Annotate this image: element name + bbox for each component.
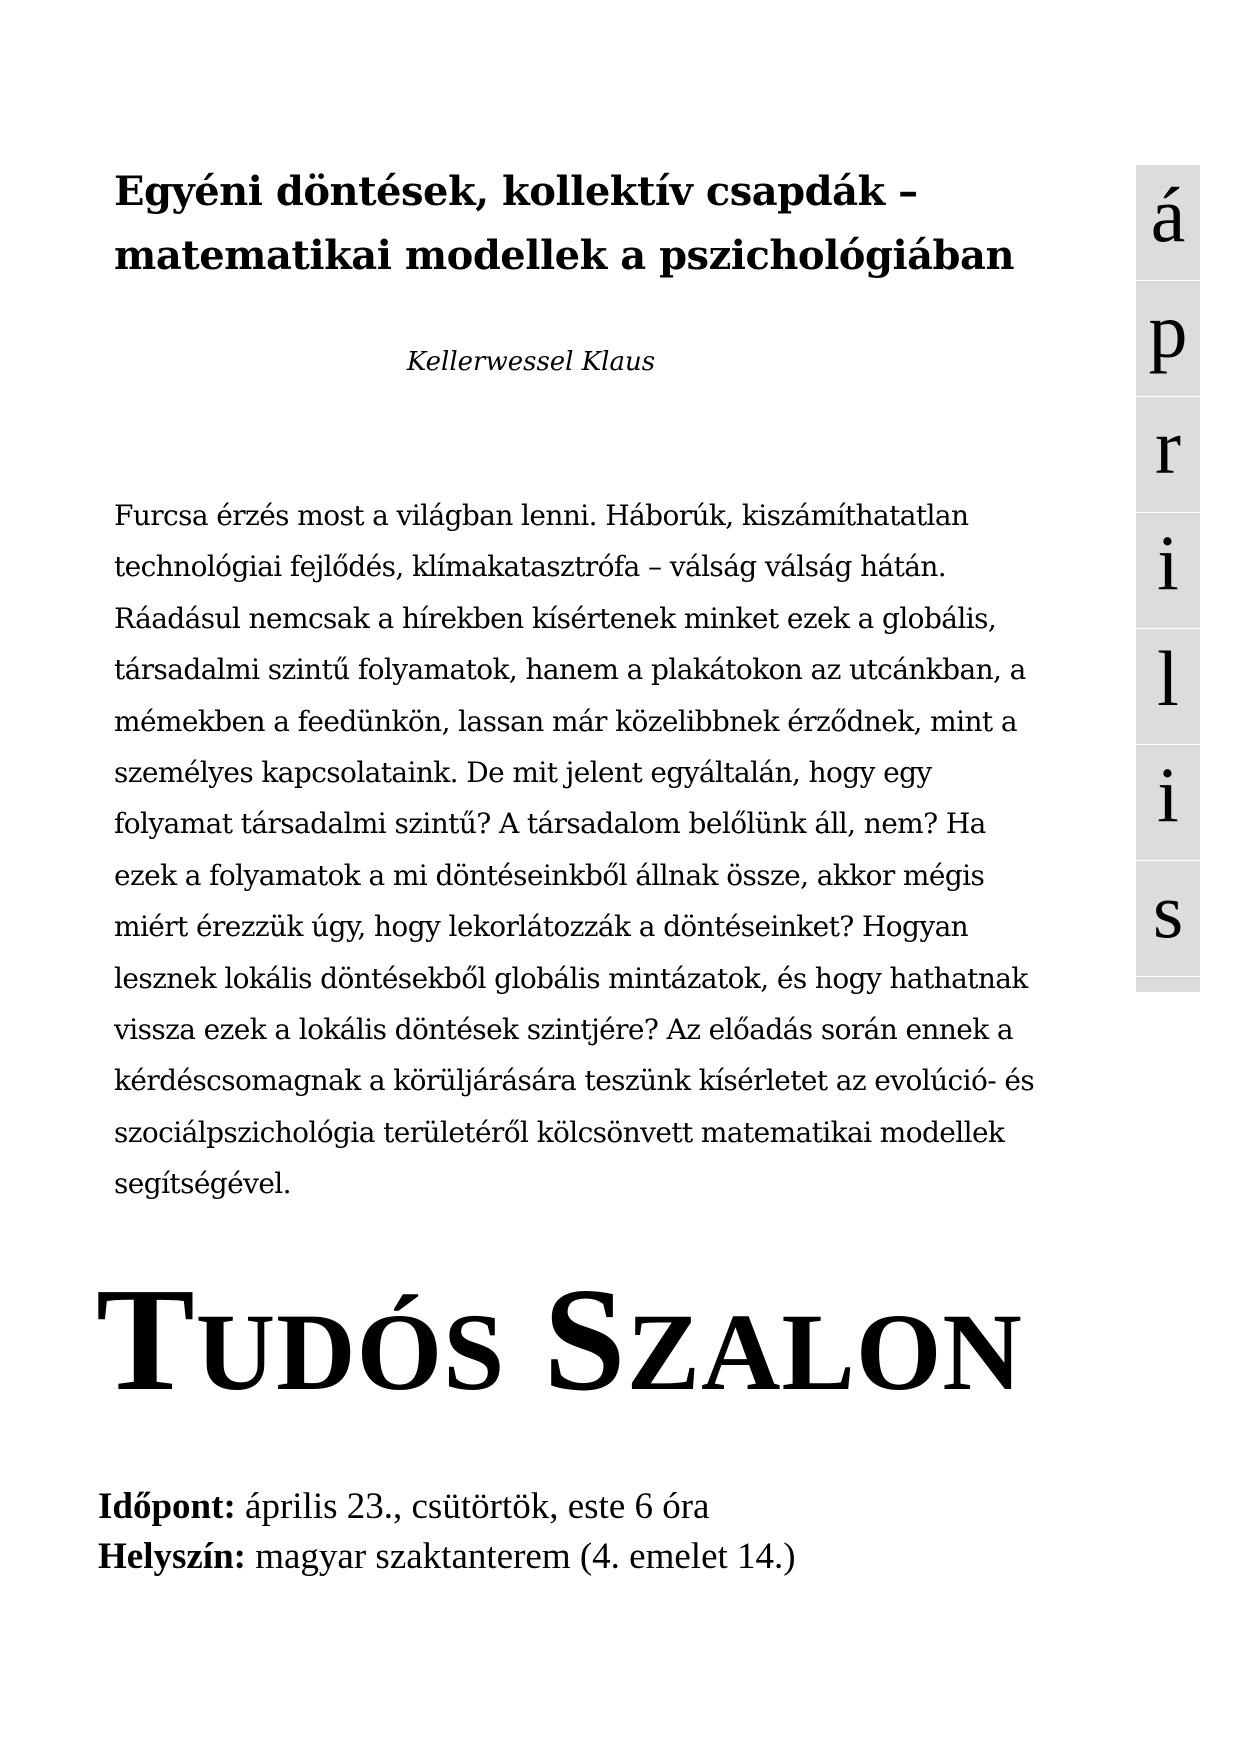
abstract-line: társadalmi szintű folyamatok, hanem a plakátokon az utcánkban, a — [114, 653, 1026, 687]
event-details — [98, 1482, 796, 1582]
event-time-label: Időpont: — [98, 1486, 236, 1527]
abstract-line: ezek a folyamatok a mi döntéseinkből állnak össze, akkor mégis — [114, 858, 985, 892]
month-letter: s — [1136, 861, 1200, 977]
event-time-value: április 23., csütörtök, este 6 óra — [235, 1486, 710, 1527]
abstract-line: mémekben a feedünkön, lassan már közelibbnek érződnek, mint a — [114, 704, 1017, 738]
event-title-smallcaps: ZALON — [626, 1291, 1023, 1413]
event-place-label: Helyszín: — [98, 1536, 246, 1577]
abstract-line: miért érezzük úgy, hogy lekorlátozzák a döntéseinket? Hogyan — [114, 910, 969, 944]
abstract-line: segítségével. — [114, 1167, 291, 1201]
lecture-title-line-1: Egyéni döntések, kollektív csapdák – — [114, 168, 918, 215]
author-name: Kellerwessel Klaus — [406, 347, 656, 377]
abstract-line: lesznek lokális döntésekből globális mintázatok, és hogy hathatnak — [114, 961, 1028, 995]
abstract-line: vissza ezek a lokális döntések szintjére? Az előadás során ennek a — [114, 1013, 1014, 1047]
event-place-value: magyar szaktanterem (4. emelet 14.) — [245, 1536, 796, 1577]
month-letter: r — [1136, 397, 1200, 513]
abstract-line: kérdéscsomagnak a körüljárására teszünk kísérletet az evolúció- és — [114, 1064, 1035, 1098]
abstract-line: Ráadásul nemcsak a hírekben kísértenek minket ezek a globális, — [114, 601, 997, 635]
abstract-line: szociálpszichológia területéről kölcsönvett matematikai modellek — [114, 1115, 1005, 1149]
lecture-title-line-2: matematikai modellek a pszichológiában — [114, 232, 1015, 279]
month-letter: p — [1136, 281, 1200, 397]
month-sidebar — [1136, 165, 1200, 992]
event-series-title — [96, 1250, 1023, 1442]
event-place — [98, 1532, 796, 1582]
event-title-smallcaps: UDÓS — [195, 1291, 506, 1413]
month-letter: á — [1136, 165, 1200, 281]
abstract-line: Furcsa érzés most a világban lenni. Háborúk, kiszámíthatatlan — [114, 499, 969, 532]
event-title-initial: T — [96, 1258, 196, 1422]
abstract-line: személyes kapcsolataink. De mit jelent egyáltalán, hogy egy — [114, 756, 932, 790]
month-letter: l — [1136, 629, 1200, 745]
abstract-paragraph — [114, 490, 1114, 1210]
abstract-line: technológiai fejlődés, klímakatasztrófa – válság válság hátán. — [114, 550, 947, 584]
event-time — [98, 1482, 796, 1532]
month-letter: i — [1136, 513, 1200, 629]
lecture-title — [114, 160, 1094, 288]
month-letter: i — [1136, 745, 1200, 861]
abstract-line: folyamat társadalmi szintű? A társadalom belőlünk áll, nem? Ha — [114, 807, 986, 841]
event-title-initial: S — [543, 1258, 627, 1422]
